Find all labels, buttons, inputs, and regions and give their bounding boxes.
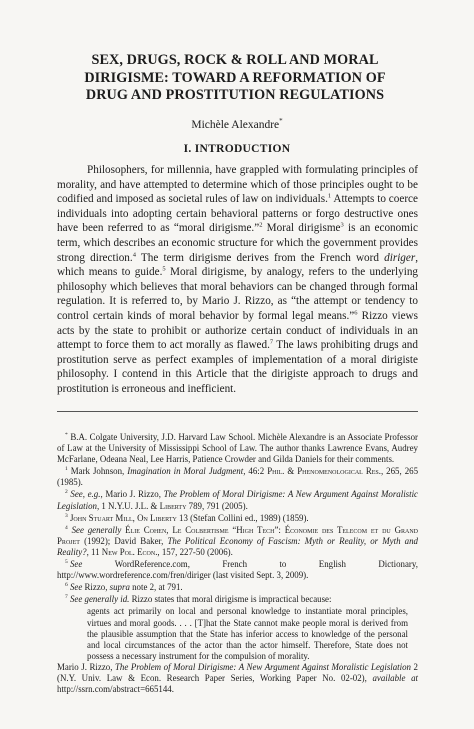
article-title: SEX, DRUGS, ROCK & ROLL AND MORAL DIRIGISME: TOWARD A REFORMATION OF DRUG AND PROSTITUTION REGULATIONS: [84, 52, 386, 103]
author-footnote-marker: *: [279, 117, 283, 125]
footnote-ref: 4: [132, 250, 136, 258]
footnote-text: 13 (Stefan Collini ed., 1989) (1859).: [176, 512, 309, 523]
footnote-text: Rizzo states that moral dirigisme is impractical because:: [129, 594, 332, 605]
footnote-italic: See, e.g.: [67, 489, 101, 500]
footnote-text: Rizzo,: [82, 582, 110, 593]
footnote-smallcaps: Liberty: [159, 500, 187, 511]
sentence: Rizzo views acts by the state to prohibit or authorize certain conduct of individuals in an attempt to force them to act morally as flawed.: [57, 309, 418, 352]
footnote-text: , Mario J. Rizzo,: [100, 489, 164, 500]
footnote-7: [57, 594, 418, 605]
footnote-ref: 5: [162, 265, 166, 273]
footnote-text: English: [318, 559, 346, 570]
footnote-text: , 265, 265 (1985).: [57, 466, 419, 488]
footnote-4: [57, 525, 418, 558]
sentence: The term dirigisme derives from the French word: [135, 251, 385, 264]
footnote-text: French: [222, 559, 248, 570]
footnote-7-citation: [57, 662, 418, 695]
sentence: The laws prohibiting drugs and prostitution serve as perfect examples of implementation of a moral dirigiste philosophy. I contend in this Article that the dirigiste approach to drugs and prostitution is erroneous and inefficient.: [57, 339, 418, 395]
footnote-text: 789, 791 (2005).: [186, 500, 248, 511]
intro-paragraph: [57, 163, 418, 397]
footnote-text: , 11: [86, 546, 102, 557]
footnote-text[interactable]: http://ssrn.com/abstract=665144.: [57, 684, 174, 695]
footnote-italic: See generally: [67, 524, 122, 535]
footnote-text: 2 (N.Y. Univ. Law & Econ. Research Paper Series, Working Paper No. 02-02),: [57, 661, 418, 683]
footnote-marker: 4: [65, 524, 68, 531]
footnote-ref: 7: [269, 338, 274, 346]
footnote-text: note 2, at 791.: [129, 582, 183, 593]
footnote-marker: 3: [65, 512, 68, 519]
footnote-italic: See: [69, 559, 83, 570]
footnote-italic: See generally id.: [67, 594, 130, 605]
section-heading: I. INTRODUCTION: [183, 143, 291, 155]
footnote-text: WordReference.com,: [114, 559, 190, 570]
footnote-text: , 1 N.Y.U. J.L. &: [96, 500, 160, 511]
block-quote: agents act primarily on local and personal knowledge to instantiate moral principles, virtues and moral goods. . . . [T]hat the State cannot make people moral is derived from the plausible assumption that the State has inferior access to knowledge of the personal and local circumstances of the actor than the actor himself. Therefore, State does not possess a necessary instrument for the compulsion of morality.: [87, 606, 408, 661]
footnote-ref: 6: [354, 309, 358, 317]
footnote-smallcaps: John Stuart Mill, On Liberty: [67, 512, 177, 523]
footnote-divider: [57, 411, 418, 412]
footnote-marker: 5: [65, 559, 68, 566]
footnote-5: [57, 559, 418, 581]
footnote-smallcaps: Phil. & Phenomenological Res.: [267, 466, 381, 477]
footnote-ref: 3: [340, 221, 344, 229]
footnote-italic: available at: [372, 672, 418, 683]
footnote-2: [57, 489, 418, 511]
article-author: [0, 117, 474, 131]
footnote-text: , 46:2: [243, 466, 268, 477]
sentence: Moral dirigisme: [262, 222, 341, 235]
footnote-italic: See: [67, 582, 83, 593]
sentence: Attempts to coerce individuals into adopting certain behavioral patterns or forgo destructive ones have been referred to as “moral dirigisme.”: [57, 193, 418, 235]
footnote-text: to: [279, 559, 287, 570]
sentence: Philosophers, for millennia, have grappled with formulating principles of morality, and have attempted to determine which of those principles ought to be codified and imposed as societal rules of law on individuals.: [57, 164, 418, 206]
footnote-3: [57, 513, 418, 524]
footnote-marker: 1: [65, 466, 68, 473]
footnote-ref: 2: [259, 221, 263, 229]
footnote-text: Mario J. Rizzo,: [57, 661, 115, 672]
footnote-star: [57, 432, 418, 465]
footnote-marker: 7: [65, 594, 68, 601]
sentence: is an economic term, which describes an economic structure for which the government provides strong direction.: [57, 222, 419, 264]
footnote-1: [57, 466, 418, 488]
footnote-marker: *: [65, 432, 68, 439]
author-name: Michèle Alexandre: [191, 118, 280, 131]
french-word: diriger: [384, 251, 416, 264]
footnote-text: Mark Johnson,: [67, 466, 128, 477]
footnote-text: (1992); David Baker,: [79, 535, 168, 546]
footnote-italic: The Political Economy of Fascism: Myth or Reality, or Myth and Reality?: [57, 535, 418, 557]
footnote-url[interactable]: http://www.wordreference.com/fren/diriger (last visited Sept. 3, 2009).: [57, 570, 309, 581]
sentence: Moral dirigisme, by analogy, refers to the underlying philosophy which believes that moral behaviors can be changed through formal regulation. It is referred to, by Mario J. Rizzo, as “the attempt or tendency to control certain kinds of moral behavior by formal legal means.”: [57, 266, 419, 322]
footnote-ref: 1: [327, 192, 332, 200]
footnote-marker: 6: [65, 582, 68, 589]
footnote-text: B.A. Colgate University, J.D. Harvard Law School. Michèle Alexandre is an Associate Professor of Law at the University of Mississippi School of Law. The author thanks Lawrence Evans, Audrey McFarlane, Odeana Neal, Lee Harris, Patience Crowder and Gilda Daniels for their comments.: [57, 432, 418, 465]
footnote-italic: Imagination in Moral Judgment: [127, 466, 244, 477]
body-text: [57, 163, 418, 397]
footnotes: [57, 432, 418, 695]
footnote-text: [57, 559, 82, 570]
footnote-5-line: [57, 559, 418, 570]
footnote-smallcaps: New Pol. Econ.: [101, 546, 158, 557]
footnote-smallcaps: Élie Cohen, Le Colbertisme “High Tech”: Économie des Telecom et du Grand Projet: [57, 524, 418, 546]
footnote-italic: supra: [109, 582, 130, 593]
footnote-italic: The Problem of Moral Dirigisme: A New Argument Against Moralistic Legislation: [57, 489, 418, 511]
footnote-6: [57, 582, 418, 593]
footnote-text: , 157, 227-50 (2006).: [157, 546, 233, 557]
sentence: , which means to guide.: [57, 251, 419, 279]
footnote-text: Dictionary,: [378, 559, 418, 570]
footnote-italic: The Problem of Moral Dirigisme: A New Argument Against Moralistic Legislation: [114, 661, 411, 672]
footnote-marker: 2: [65, 489, 68, 496]
